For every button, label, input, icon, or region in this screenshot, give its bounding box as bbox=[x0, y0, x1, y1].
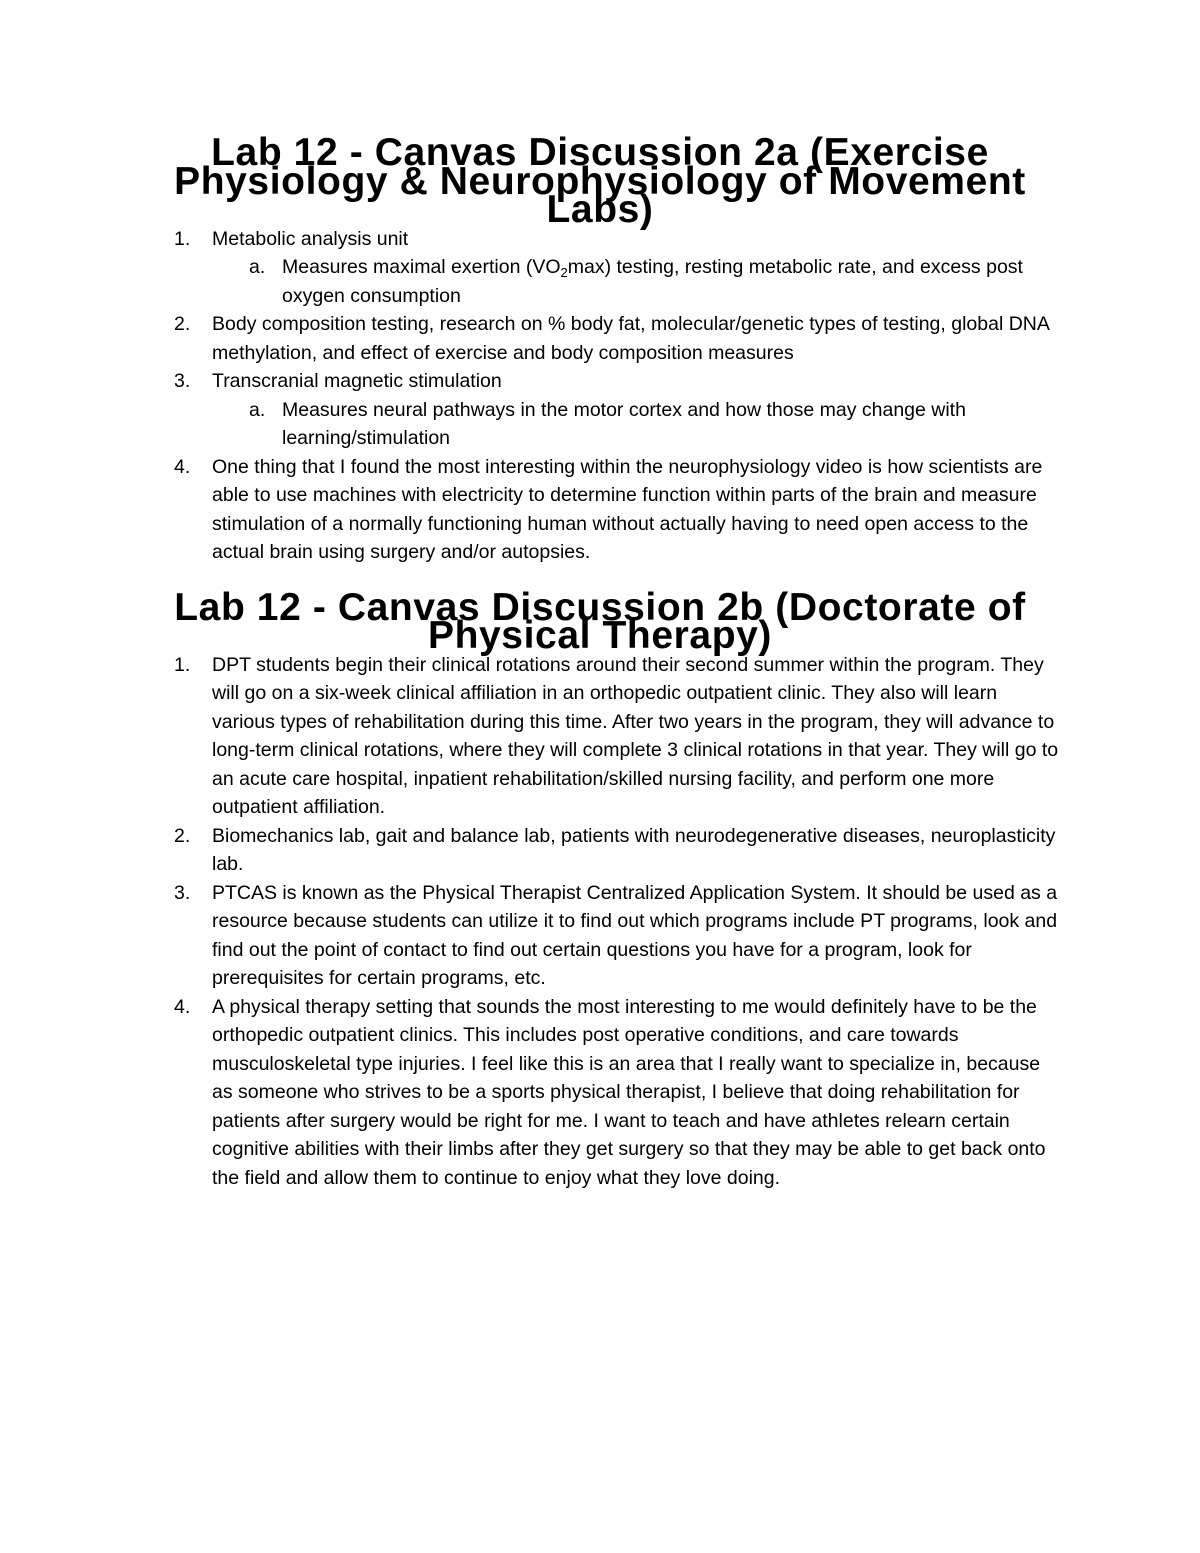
section-a-list bbox=[140, 225, 1060, 567]
item-text: Metabolic analysis unit bbox=[212, 227, 409, 250]
section-b-item-3 bbox=[140, 879, 1060, 993]
section-a-item-2 bbox=[140, 310, 1060, 367]
section-a-item-1 bbox=[140, 225, 1060, 311]
item-number: 3. bbox=[174, 881, 191, 904]
subitem-letter: a. bbox=[249, 256, 266, 278]
item-text: A physical therapy setting that sounds the most interesting to me would definitely have to be the orthopedic outpatient clinics. This includes post operative conditions, and care towards musculoskeletal type injuries. I feel like this is an area that I really want to specialize in, because as someone who strives to be a sports physical therapist, I believe that doing rehabilitation for patients after surgery would be right for me. I want to teach and have athletes relearn certain cognitive abilities with their limbs after they get surgery so that they may be able to get back onto the field and allow them to continue to enjoy what they love doing. bbox=[212, 995, 1046, 1189]
section-b-item-4 bbox=[140, 993, 1060, 1193]
item-text: Body composition testing, research on % body fat, molecular/genetic types of testing, global DNA methylation, and effect of exercise and body composition measures bbox=[212, 313, 1049, 364]
item-text: DPT students begin their clinical rotations around their second summer within the program. They will go on a six-week clinical affiliation in an orthopedic outpatient clinic. They also will learn various types of rehabilitation during this time. After two years in the program, they will advance to long-term clinical rotations, where they will complete 3 clinical rotations in that year. They will go to an acute care hospital, inpatient rehabilitation/skilled nursing facility, and perform one more outpatient affiliation. bbox=[212, 653, 1059, 818]
subscript-two: 2 bbox=[560, 265, 568, 280]
section-b-item-2 bbox=[140, 822, 1060, 879]
item-number: 1. bbox=[174, 227, 191, 250]
section-b-list bbox=[140, 651, 1060, 1193]
section-a-item-3 bbox=[140, 367, 1060, 453]
item-number: 2. bbox=[174, 313, 191, 335]
item-number: 4. bbox=[174, 995, 191, 1018]
section-a-item-3-sublist bbox=[212, 396, 1060, 453]
document-content bbox=[140, 131, 1060, 1192]
section-a-item-4 bbox=[140, 453, 1060, 567]
item-text: PTCAS is known as the Physical Therapist Centralized Application System. It should be used as a resource because students can utilize it to find out which programs include PT programs, look and find out the point of contact to find out certain questions you have for a program, look for prerequisites for certain programs, etc. bbox=[212, 881, 1058, 989]
item-number: 3. bbox=[174, 370, 191, 392]
subitem-text-after: max) testing, resting metabolic rate, and excess post oxygen consumption bbox=[282, 256, 1023, 307]
item-text: One thing that I found the most interesting within the neurophysiology video is how scientists are able to use machines with electricity to determine function within parts of the brain and measure stimulation of a normally functioning human without actually having to need open access to the actual brain using surgery and/or autopsies. bbox=[212, 455, 1043, 563]
item-text: Biomechanics lab, gait and balance lab, patients with neurodegenerative diseases, neuroplasticity lab. bbox=[212, 824, 1056, 875]
item-number: 1. bbox=[174, 653, 191, 676]
section-b-item-1 bbox=[140, 651, 1060, 822]
subitem-letter: a. bbox=[249, 398, 266, 421]
subitem-text: Measures neural pathways in the motor cortex and how those may change with learning/stimulation bbox=[282, 398, 966, 449]
section-a-item-1a bbox=[212, 253, 1060, 310]
subitem-text-before: Measures maximal exertion (VO bbox=[282, 256, 561, 278]
item-number: 4. bbox=[174, 455, 191, 478]
section-a-title: Lab 12 - Canvas Discussion 2a (Exercise Physiology & Neurophysiology of Movement Labs) bbox=[174, 131, 1026, 231]
section-a-item-1-sublist bbox=[212, 253, 1060, 310]
item-number: 2. bbox=[174, 824, 191, 847]
item-text: Transcranial magnetic stimulation bbox=[212, 370, 502, 392]
section-b-title: Lab 12 - Canvas Discussion 2b (Doctorate of Physical Therapy) bbox=[174, 585, 1026, 657]
section-a-item-3a bbox=[212, 396, 1060, 453]
